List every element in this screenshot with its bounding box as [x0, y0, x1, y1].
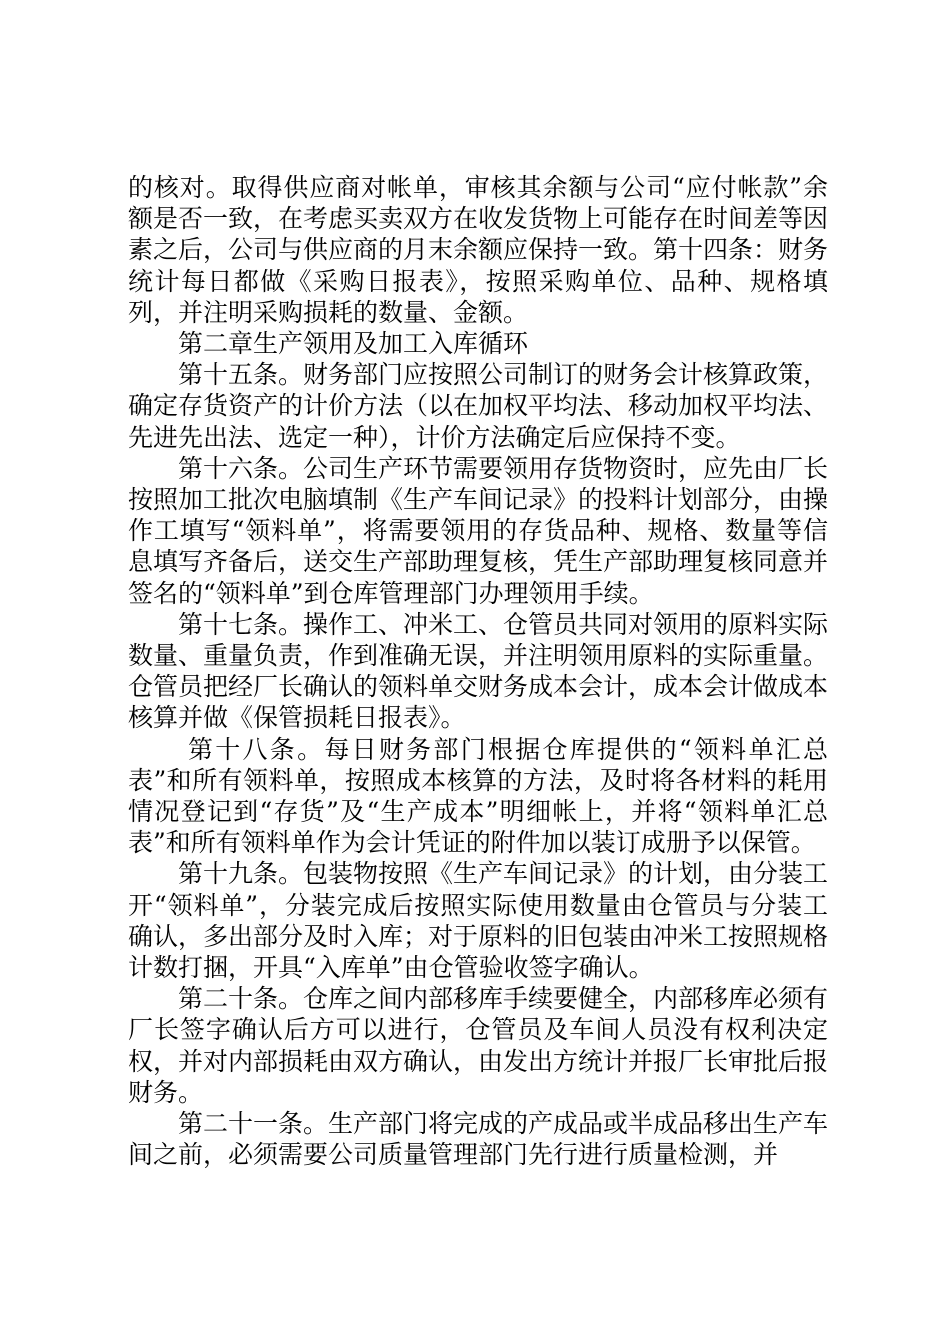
article-21: 第二十一条。生产部门将完成的产成品或半成品移出生产车间之前，必须需要公司质量管理部门先行进行质量检测，并: [128, 1109, 829, 1170]
article-19: 第十九条。包装物按照《生产车间记录》的计划，由分装工开“领料单”，分装完成后按照实际使用数量由仓管员与分装工确认，多出部分及时入库；对于原料的旧包装由冲米工按照规格计数打捆，开具“入库单”由仓管验收签字确认。: [128, 859, 829, 983]
article-16: 第十六条。公司生产环节需要领用存货物资时，应先由厂长按照加工批次电脑填制《生产车间记录》的投料计划部分，由操作工填写“领料单”，将需要领用的存货品种、规格、数量等信息填写齐备后，送交生产部助理复核，凭生产部助理复核同意并签名的“领料单”到仓库管理部门办理领用手续。: [128, 453, 829, 608]
article-18: 第十八条。每日财务部门根据仓库提供的“领料单汇总表”和所有领料单，按照成本核算的方法，及时将各材料的耗用情况登记到“存货”及“生产成本”明细帐上，并将“领料单汇总表”和所有领料单作为会计凭证的附件加以装订成册予以保管。: [128, 734, 828, 858]
document-body: [128, 172, 828, 1171]
article-15: 第十五条。财务部门应按照公司制订的财务会计核算政策，确定存货资产的计价方法（以在加权平均法、移动加权平均法、先进先出法、选定一种），计价方法确定后应保持不变。: [128, 360, 829, 452]
chapter-heading: 第二章生产领用及加工入库循环: [178, 329, 529, 359]
article-20: 第二十条。仓库之间内部移库手续要健全，内部移库必须有厂长签字确认后方可以进行，仓管员及车间人员没有权利决定权，并对内部损耗由双方确认，由发出方统计并报厂长审批后报财务。: [128, 984, 829, 1107]
paragraph-purchase-reconcile: 的核对。取得供应商对帐单，审核其余额与公司“应付帐款”余额是否一致，在考虑买卖双方在收发货物上可能存在时间差等因素之后，公司与供应商的月末余额应保持一致。第十四条：财务统计每日都做《采购日报表》，按照采购单位、品种、规格填列，并注明采购损耗的数量、金额。: [128, 173, 829, 327]
article-17: 第十七条。操作工、冲米工、仓管员共同对领用的原料实际数量、重量负责，作到准确无误，并注明领用原料的实际重量。仓管员把经厂长确认的领料单交财务成本会计，成本会计做成本核算并做《保管损耗日报表》。: [128, 609, 829, 733]
